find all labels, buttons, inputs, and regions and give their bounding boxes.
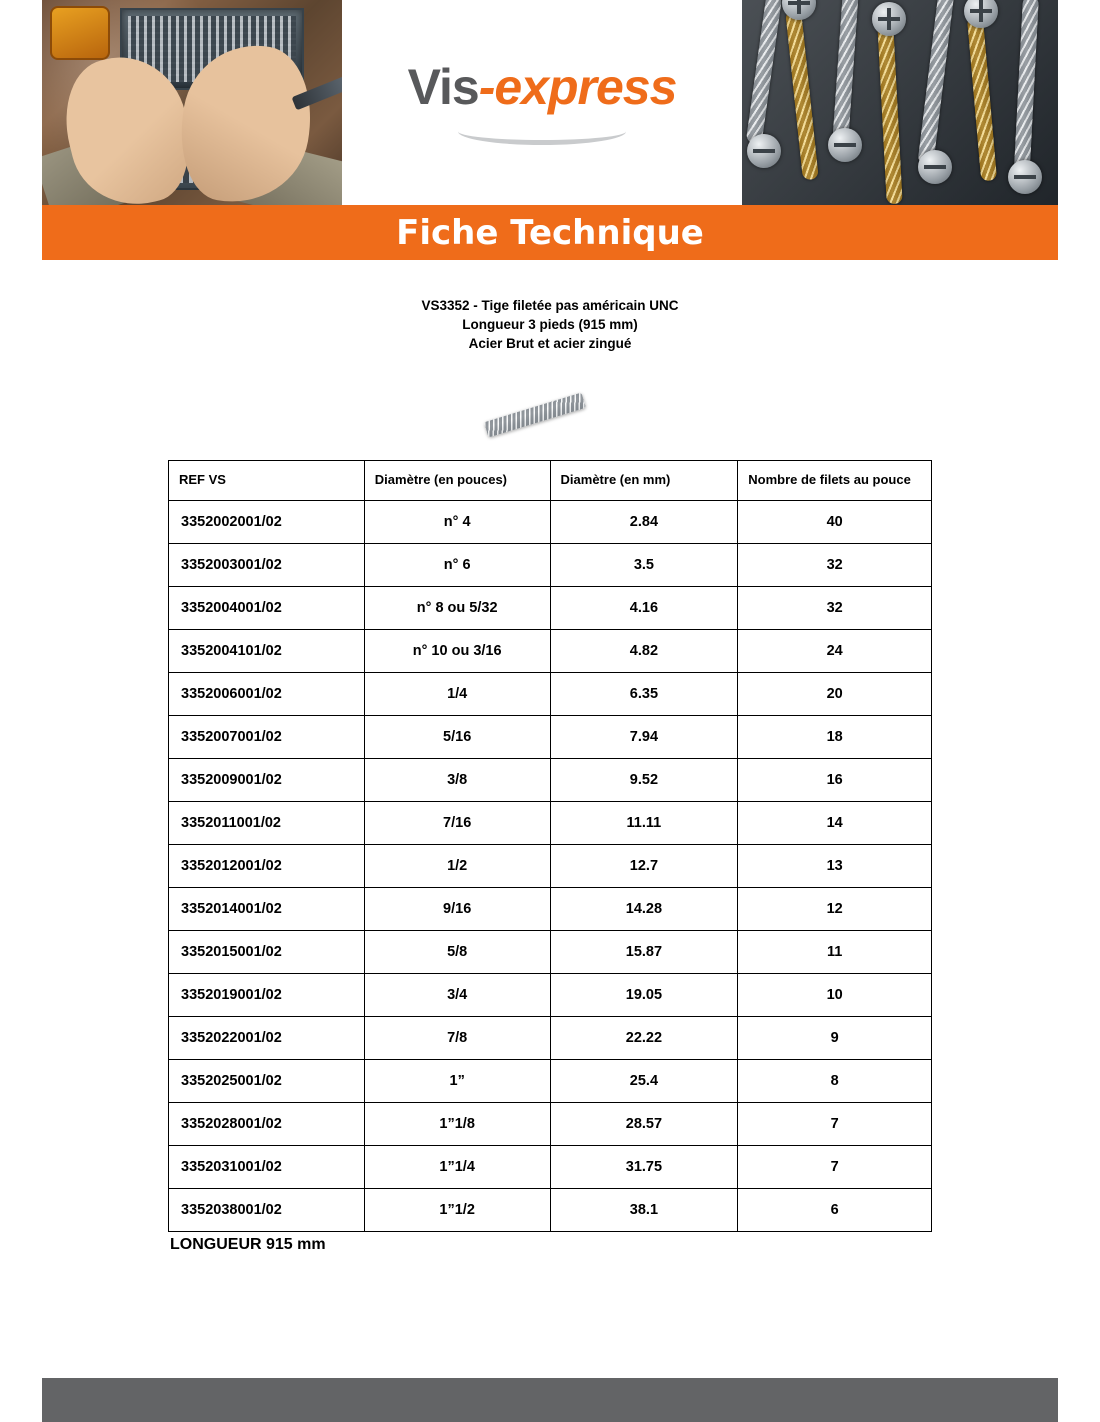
cell-threads: 32 <box>738 544 932 587</box>
cell-diameter-mm: 11.11 <box>550 802 738 845</box>
cell-ref: 3352028001/02 <box>169 1103 365 1146</box>
logo-main-word: Vis <box>407 59 479 115</box>
cell-diameter-inches: 1/4 <box>364 673 550 716</box>
cell-ref: 3352007001/02 <box>169 716 365 759</box>
cell-diameter-mm: 7.94 <box>550 716 738 759</box>
cell-diameter-mm: 19.05 <box>550 974 738 1017</box>
table-row <box>169 1103 932 1146</box>
cell-diameter-mm: 14.28 <box>550 888 738 931</box>
screw-head-shape <box>1008 160 1042 194</box>
cell-ref: 3352003001/02 <box>169 544 365 587</box>
specifications-table <box>168 460 932 1232</box>
cell-ref: 3352022001/02 <box>169 1017 365 1060</box>
cell-threads: 7 <box>738 1103 932 1146</box>
column-header-diameter-mm: Diamètre (en mm) <box>550 461 738 501</box>
cell-diameter-inches: n° 6 <box>364 544 550 587</box>
cell-diameter-inches: 7/16 <box>364 802 550 845</box>
cell-ref: 3352019001/02 <box>169 974 365 1017</box>
table-row <box>169 673 932 716</box>
cell-diameter-inches: 5/16 <box>364 716 550 759</box>
screw-shape <box>746 0 783 144</box>
table-row <box>169 759 932 802</box>
cell-diameter-inches: 9/16 <box>364 888 550 931</box>
cell-diameter-mm: 2.84 <box>550 501 738 544</box>
threaded-rod-shape <box>484 392 586 437</box>
cell-diameter-inches: 1”1/8 <box>364 1103 550 1146</box>
screw-shape <box>785 10 819 181</box>
logo-swoosh-shape <box>458 118 626 145</box>
cell-diameter-inches: n° 10 ou 3/16 <box>364 630 550 673</box>
cell-ref: 3352015001/02 <box>169 931 365 974</box>
cell-diameter-inches: 3/8 <box>364 759 550 802</box>
cell-diameter-inches: 1”1/2 <box>364 1189 550 1232</box>
table-row <box>169 1017 932 1060</box>
threaded-rod-image <box>480 385 610 455</box>
column-header-threads-per-inch: Nombre de filets au pouce <box>738 461 932 501</box>
cell-ref: 3352038001/02 <box>169 1189 365 1232</box>
tape-measure-icon <box>50 6 110 60</box>
cell-diameter-mm: 3.5 <box>550 544 738 587</box>
cell-diameter-inches: 3/4 <box>364 974 550 1017</box>
cell-threads: 11 <box>738 931 932 974</box>
screw-head-shape <box>918 150 952 184</box>
screw-head-shape <box>828 128 862 162</box>
footer-bar <box>42 1378 1058 1422</box>
table-row <box>169 630 932 673</box>
screw-shape <box>1013 0 1039 186</box>
cell-diameter-inches: 1”1/4 <box>364 1146 550 1189</box>
cell-threads: 9 <box>738 1017 932 1060</box>
table-header <box>169 461 932 501</box>
cell-threads: 8 <box>738 1060 932 1103</box>
screw-shape <box>877 24 902 205</box>
table-row <box>169 544 932 587</box>
cell-ref: 3352002001/02 <box>169 501 365 544</box>
table-row <box>169 888 932 931</box>
cell-diameter-mm: 25.4 <box>550 1060 738 1103</box>
cell-ref: 3352011001/02 <box>169 802 365 845</box>
cell-threads: 24 <box>738 630 932 673</box>
cell-threads: 10 <box>738 974 932 1017</box>
cell-threads: 20 <box>738 673 932 716</box>
screw-head-shape <box>964 0 998 28</box>
table-row <box>169 1189 932 1232</box>
cell-diameter-mm: 4.82 <box>550 630 738 673</box>
cell-diameter-mm: 31.75 <box>550 1146 738 1189</box>
screw-head-shape <box>872 2 906 36</box>
screw-head-shape <box>747 134 781 168</box>
screw-shape <box>832 0 859 140</box>
table-row <box>169 931 932 974</box>
product-material-line: Acier Brut et acier zingué <box>468 336 632 351</box>
cell-threads: 16 <box>738 759 932 802</box>
column-header-ref: REF VS <box>169 461 365 501</box>
cell-threads: 32 <box>738 587 932 630</box>
cell-diameter-mm: 15.87 <box>550 931 738 974</box>
cell-threads: 13 <box>738 845 932 888</box>
length-note: LONGUEUR 915 mm <box>170 1236 326 1253</box>
table-row <box>169 974 932 1017</box>
cell-ref: 3352006001/02 <box>169 673 365 716</box>
cell-threads: 18 <box>738 716 932 759</box>
cell-diameter-mm: 9.52 <box>550 759 738 802</box>
cell-threads: 14 <box>738 802 932 845</box>
table-header-row <box>169 461 932 501</box>
cell-ref: 3352009001/02 <box>169 759 365 802</box>
column-header-diameter-inches: Diamètre (en pouces) <box>364 461 550 501</box>
product-reference-line: VS3352 - Tige filetée pas américain UNC <box>421 298 679 313</box>
table-row <box>169 845 932 888</box>
cell-threads: 12 <box>738 888 932 931</box>
page-header <box>42 0 1058 205</box>
cell-diameter-mm: 22.22 <box>550 1017 738 1060</box>
screw-shape <box>917 0 954 165</box>
screws-photo <box>742 0 1058 205</box>
logo-text <box>408 58 677 116</box>
cell-diameter-inches: 7/8 <box>364 1017 550 1060</box>
logo-suffix-word: -express <box>478 59 677 115</box>
cell-ref: 3352014001/02 <box>169 888 365 931</box>
page-title: Fiche Technique <box>396 213 704 253</box>
cell-ref: 3352004001/02 <box>169 587 365 630</box>
cell-diameter-mm: 38.1 <box>550 1189 738 1232</box>
table-row <box>169 716 932 759</box>
workbench-photo <box>42 0 342 205</box>
cell-diameter-inches: n° 4 <box>364 501 550 544</box>
screw-shape <box>967 16 997 182</box>
cell-threads: 7 <box>738 1146 932 1189</box>
cell-ref: 3352012001/02 <box>169 845 365 888</box>
cell-threads: 40 <box>738 501 932 544</box>
product-heading <box>270 296 830 353</box>
brand-logo <box>342 0 742 205</box>
cell-ref: 3352004101/02 <box>169 630 365 673</box>
cell-threads: 6 <box>738 1189 932 1232</box>
cell-diameter-inches: n° 8 ou 5/32 <box>364 587 550 630</box>
cell-diameter-mm: 6.35 <box>550 673 738 716</box>
table-body <box>169 501 932 1232</box>
cell-ref: 3352031001/02 <box>169 1146 365 1189</box>
table-row <box>169 587 932 630</box>
cell-diameter-inches: 1” <box>364 1060 550 1103</box>
cell-diameter-inches: 5/8 <box>364 931 550 974</box>
product-length-line: Longueur 3 pieds (915 mm) <box>462 317 638 332</box>
fiche-technique-banner <box>42 205 1058 260</box>
cell-diameter-mm: 4.16 <box>550 587 738 630</box>
cell-diameter-inches: 1/2 <box>364 845 550 888</box>
table-row <box>169 1060 932 1103</box>
table-row <box>169 501 932 544</box>
cell-diameter-mm: 28.57 <box>550 1103 738 1146</box>
table-row <box>169 802 932 845</box>
table-row <box>169 1146 932 1189</box>
cell-ref: 3352025001/02 <box>169 1060 365 1103</box>
cell-diameter-mm: 12.7 <box>550 845 738 888</box>
